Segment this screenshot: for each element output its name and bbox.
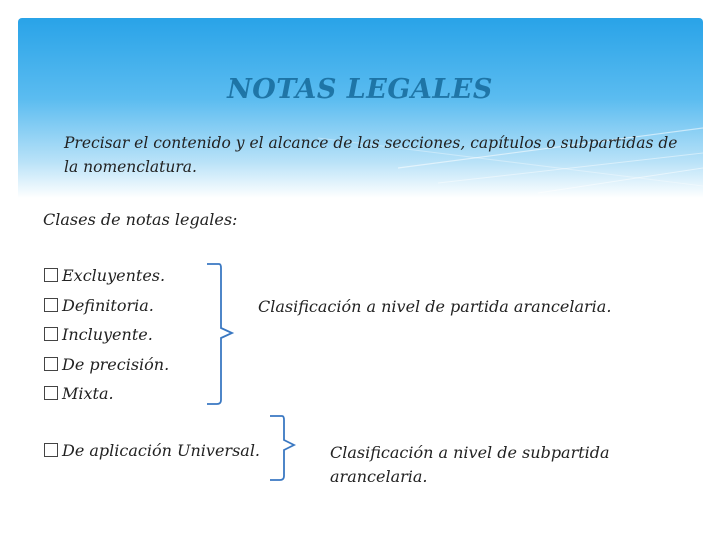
list-item-label: Excluyentes.: [62, 266, 166, 285]
subheading: Clases de notas legales:: [43, 210, 238, 229]
slide-title: NOTAS LEGALES: [227, 74, 493, 105]
group2-description: Clasificación a nivel de subpartida arancelaria.: [330, 443, 610, 486]
list-item-label: De precisión.: [62, 354, 170, 374]
right-brace-1: [207, 264, 232, 404]
list-item-label: Incluyente.: [62, 325, 153, 344]
right-brace-2: [270, 416, 294, 480]
universal-item-label: De aplicación Universal.: [62, 441, 261, 460]
intro-text: Precisar el contenido y el alcance de las secciones, capítulos o subpartidas de la nomenclatura.: [64, 134, 678, 176]
list-item-label: Mixta.: [62, 384, 114, 403]
group1-description: Clasificación a nivel de partida arancelaria.: [258, 297, 612, 316]
list-item-label: Definitoria.: [62, 295, 154, 315]
